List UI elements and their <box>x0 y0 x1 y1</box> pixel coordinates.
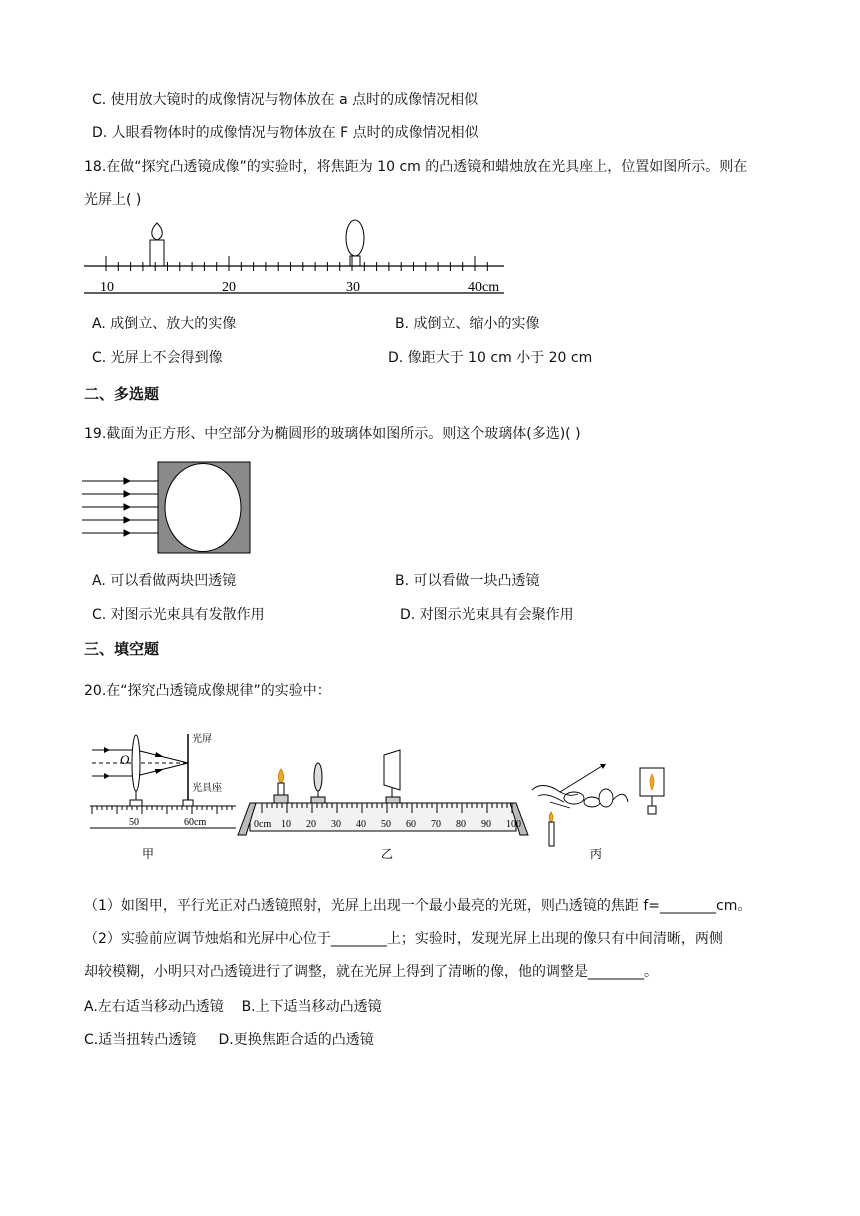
candle-flame <box>278 769 283 783</box>
jia-tick-60: 60cm <box>184 817 207 828</box>
light-rays <box>82 478 158 536</box>
yi-tick-label: 20 <box>306 819 316 830</box>
q18-stem-line2: 光屏上( ) <box>84 192 142 208</box>
q20-stem: 20.在“探究凸透镜成像规律”的实验中： <box>84 683 331 699</box>
q20-part2-line1: （2）实验前应调节烛焰和光屏中心位于________上；实验时，发现光屏上出现的像只有中间清晰，两侧 <box>84 931 723 947</box>
q19-stem: 19.截面为正方形、中空部分为椭圆形的玻璃体如图所示。则这个玻璃体(多选)( ) <box>84 426 581 442</box>
caption-bing: 丙 <box>590 847 603 861</box>
q20-options-ab: A.左右适当移动凸透镜 B.上下适当移动凸透镜 <box>84 999 382 1015</box>
hollow-ellipse <box>165 464 241 552</box>
yi-tick-label: 100 <box>506 819 521 830</box>
yi-tick-label: 70 <box>431 819 441 830</box>
yi-tick-label: 80 <box>456 819 466 830</box>
yi-tick-label: 90 <box>481 819 491 830</box>
ruler-label-30: 30 <box>346 280 360 295</box>
candle <box>278 783 284 795</box>
q18-stem-line1: 18.在做“探究凸透镜成像”的实验时，将焦距为 10 cm 的凸透镜和蜡烛放在光具座上，位置如图所示。则在 <box>84 159 748 175</box>
q19-glass-block-figure <box>82 462 254 554</box>
caption-jia: 甲 <box>142 847 155 861</box>
convex-lens <box>599 789 613 807</box>
q20-figure-jia <box>88 728 238 863</box>
bench-label: 光具座 <box>192 783 222 794</box>
yi-tick-label: 40 <box>356 819 366 830</box>
yi-tick-label: 0cm <box>254 819 272 830</box>
ruler-label-20: 20 <box>222 280 236 295</box>
section-heading-fill-blank: 三、填空题 <box>84 640 160 658</box>
candle <box>150 240 164 266</box>
inverted-image <box>650 774 654 790</box>
q20-figure-yi <box>234 745 530 863</box>
q20-figure-bing <box>530 762 680 863</box>
q17-option-d: D. 人眼看物体时的成像情况与物体放在 F 点时的成像情况相似 <box>92 125 479 141</box>
q19-option-c: C. 对图示光束具有发散作用 <box>92 607 265 623</box>
section-heading-multi-choice: 二、多选题 <box>84 385 160 403</box>
q19-option-a: A. 可以看做两块凹透镜 <box>92 573 237 589</box>
candle-flame <box>549 812 553 822</box>
q19-option-d: D. 对图示光束具有会聚作用 <box>400 607 574 623</box>
jia-tick-50: 50 <box>129 817 139 828</box>
optical-center-label: O <box>120 752 130 767</box>
yi-tick-label: 10 <box>281 819 291 830</box>
q20-options-cd: C.适当扭转凸透镜 D.更换焦距合适的凸透镜 <box>84 1032 374 1048</box>
q18-option-c: C. 光屏上不会得到像 <box>92 350 223 366</box>
light-screen <box>384 750 400 790</box>
q18-option-a: A. 成倒立、放大的实像 <box>92 316 237 332</box>
q20-part1: （1）如图甲，平行光正对凸透镜照射，光屏上出现一个最小最亮的光斑，则凸透镜的焦距 f=________cm。 <box>84 898 752 914</box>
q18-option-d: D. 像距大于 10 cm 小于 20 cm <box>388 350 593 366</box>
convex-lens <box>314 763 322 791</box>
yi-tick-label: 30 <box>331 819 341 830</box>
yi-tick-label: 60 <box>406 819 416 830</box>
q18-option-b: B. 成倒立、缩小的实像 <box>395 316 540 332</box>
q17-option-c: C. 使用放大镜时的成像情况与物体放在 a 点时的成像情况相似 <box>92 92 479 108</box>
caption-yi: 乙 <box>381 847 394 861</box>
q20-part2-line2: 却较模糊，小明只对凸透镜进行了调整，就在光屏上得到了清晰的像，他的调整是________。 <box>84 964 658 980</box>
ruler-label-10: 10 <box>100 280 114 295</box>
convex-lens <box>132 735 140 791</box>
candle-flame <box>152 223 163 240</box>
convex-lens <box>346 220 364 256</box>
hand-sketch <box>532 786 578 802</box>
q19-option-b: B. 可以看做一块凸透镜 <box>395 573 540 589</box>
q18-optical-bench-figure <box>84 215 514 300</box>
candle <box>549 822 554 846</box>
screen-label: 光屏 <box>192 734 212 745</box>
ruler-label-40: 40cm <box>468 280 500 295</box>
yi-tick-label: 50 <box>381 819 391 830</box>
